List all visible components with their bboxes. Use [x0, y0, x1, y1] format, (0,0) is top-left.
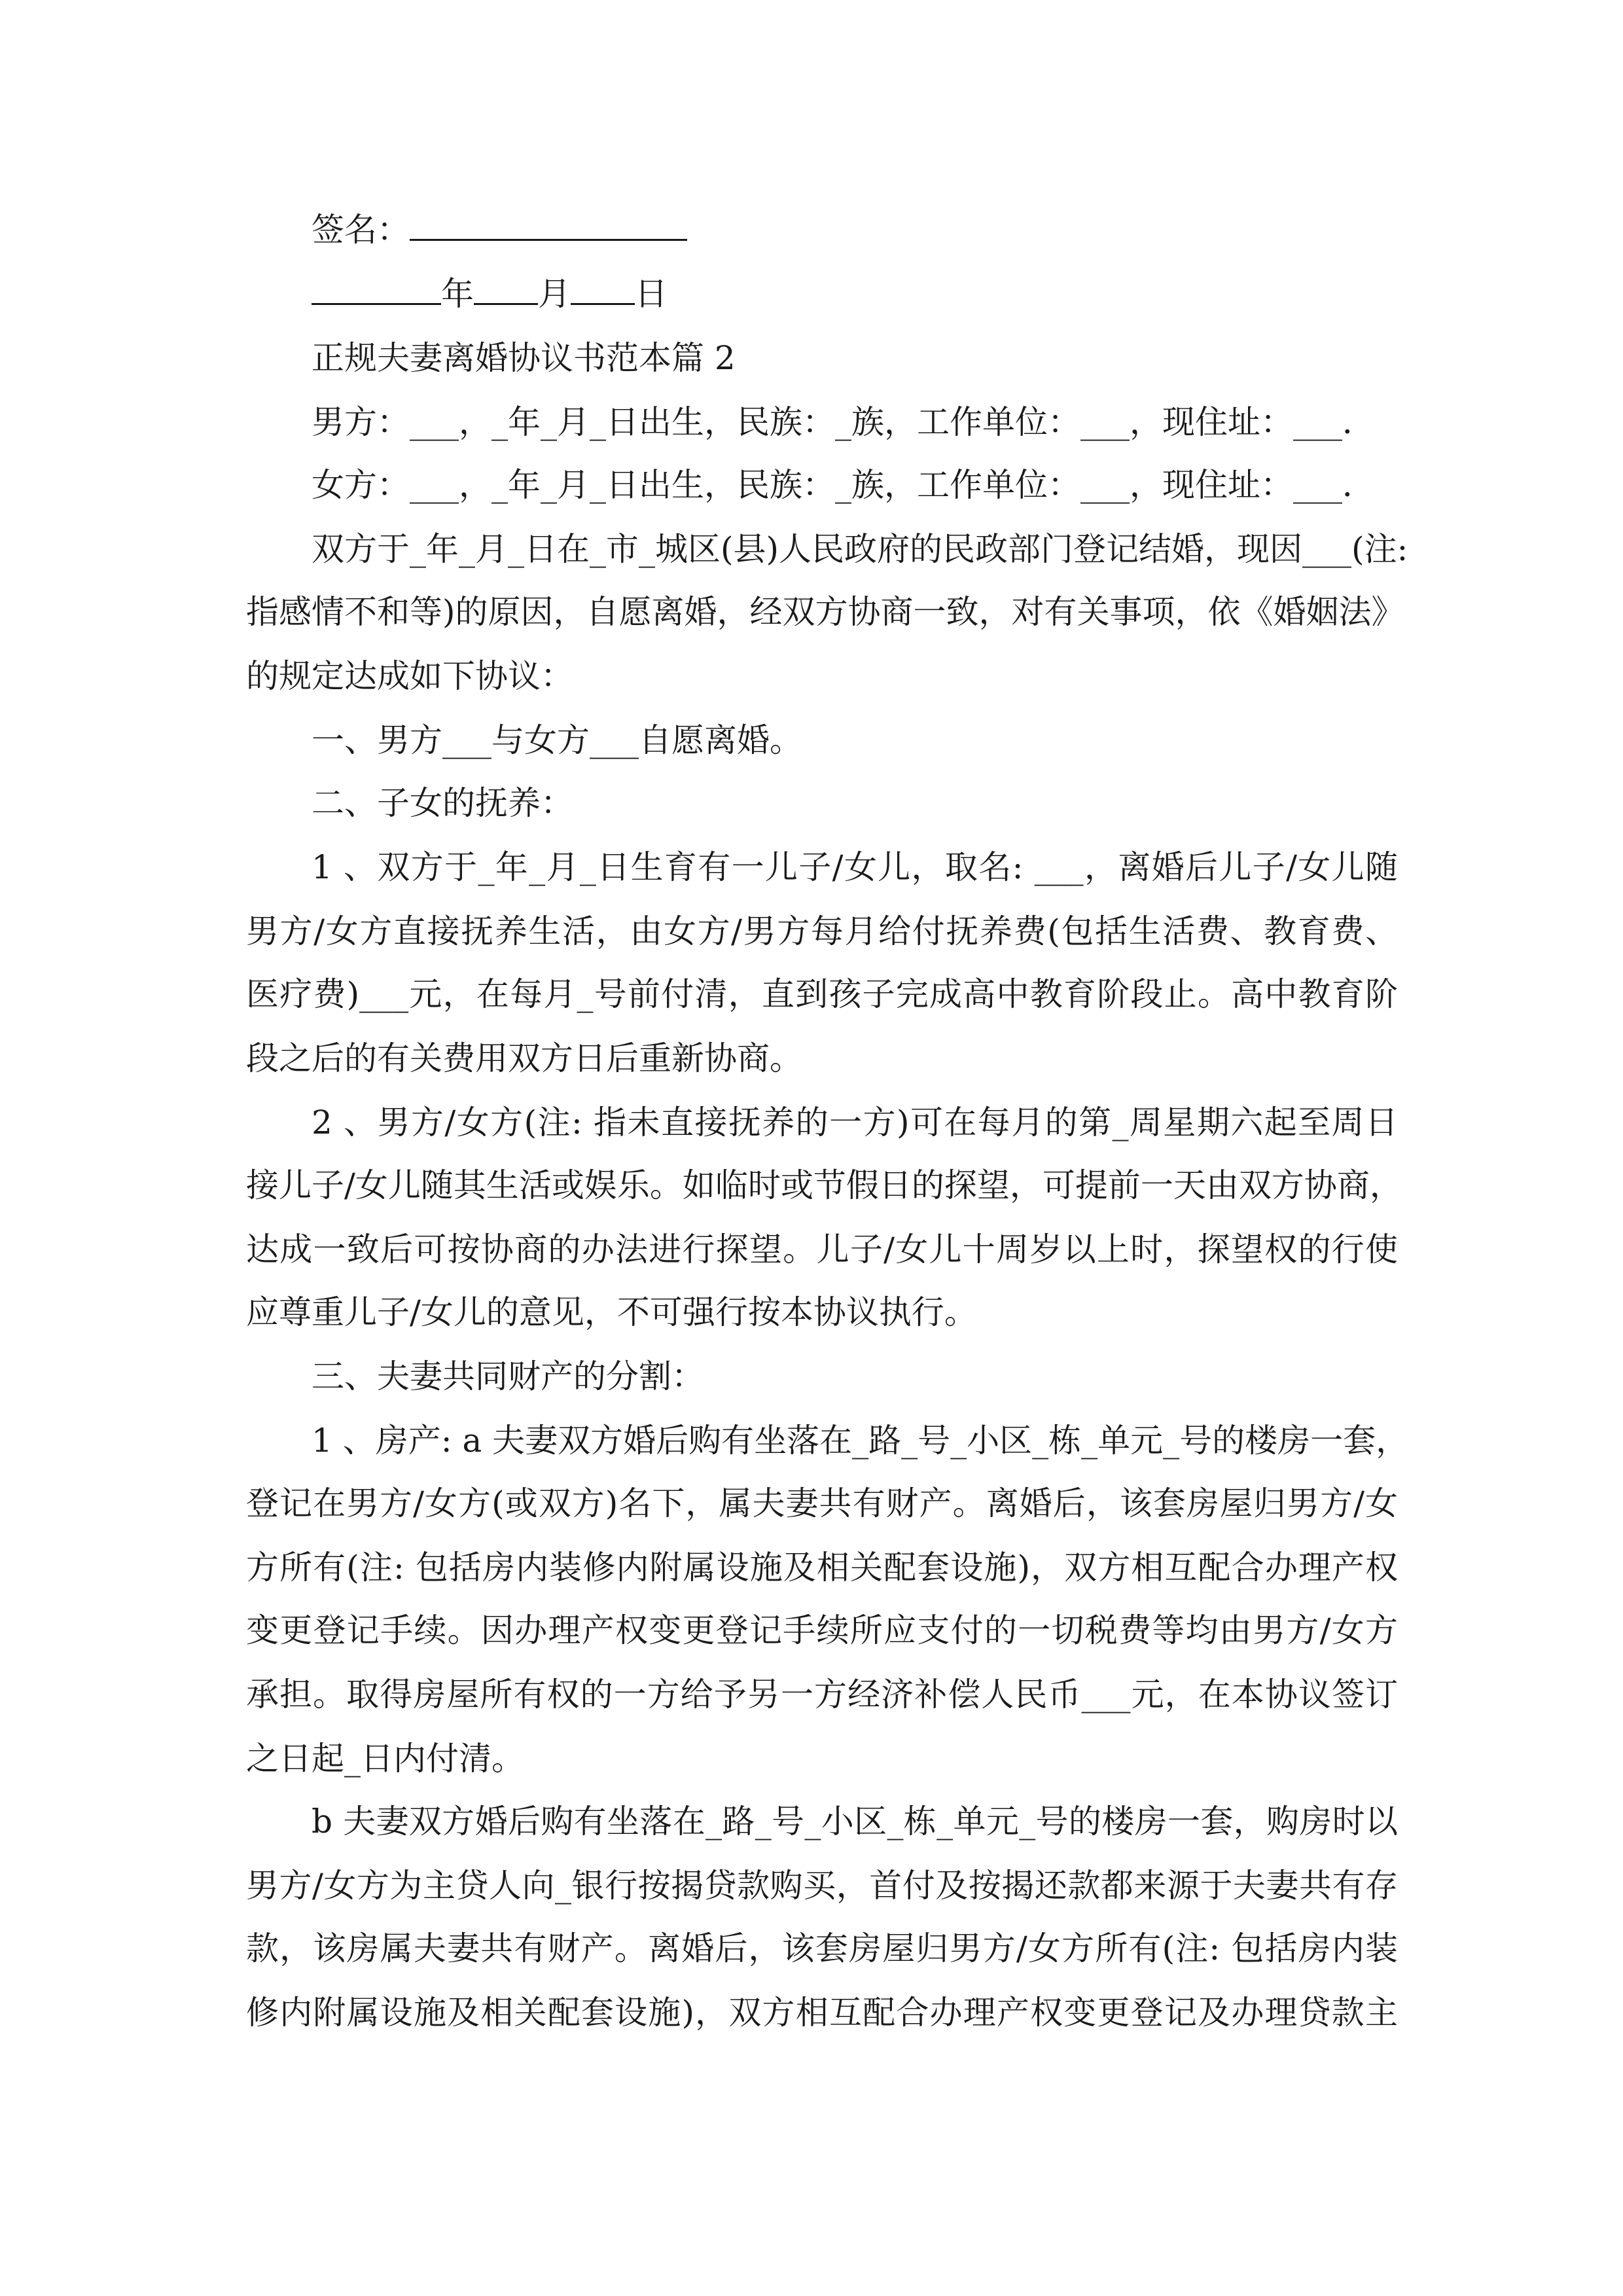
text-line: 应尊重儿子/女儿的意见，不可强行按本协议执行。 [246, 1293, 977, 1331]
text-line: 1 、双方于_年_月_日生育有一儿子/女儿，取名: ___，离婚后儿子/女儿随 [312, 848, 1398, 886]
text-line: 医疗费)___元，在每月_号前付清，直到孩子完成高中教育阶段止。高中教育阶 [246, 975, 1398, 1013]
date-year-label: 年 [441, 275, 474, 313]
date-year-blank [312, 277, 441, 305]
text-line: 方所有(注: 包括房内装修内附属设施及相关配套设施)，双方相互配合办理产权 [246, 1549, 1398, 1587]
text-line: b 夫妻双方婚后购有坐落在_路_号_小区_栋_单元_号的楼房一套，购房时以 [312, 1803, 1398, 1840]
section-title: 正规夫妻离婚协议书范本篇 2 [312, 339, 736, 377]
text-line: 三、夫妻共同财产的分割： [312, 1357, 704, 1395]
text-line: 承担。取得房屋所有权的一方给予另一方经济补偿人民币___元，在本协议签订 [246, 1676, 1398, 1713]
text-line: 的规定达成如下协议： [246, 657, 573, 695]
text-line: 男方/女方为主贷人向_银行按揭贷款购买，首付及按揭还款都来源于夫妻共有存 [246, 1867, 1398, 1905]
text-line: 指感情不和等)的原因，自愿离婚，经双方协商一致，对有关事项，依《婚姻法》 [246, 593, 1404, 631]
party-male: 男方：___，_年_月_日出生，民族：_族，工作单位：___，现住址：___． [312, 403, 1375, 441]
date-month-label: 月 [538, 275, 571, 313]
text-line: 一、男方___与女方___自愿离婚。 [312, 721, 802, 759]
date-day-label: 日 [635, 275, 668, 313]
text-line: 段之后的有关费用双方日后重新协商。 [246, 1039, 802, 1077]
date-month-blank [474, 277, 538, 305]
text-line: 修内附属设施及相关配套设施)，双方相互配合办理产权变更登记及办理贷款主 [246, 1994, 1398, 2032]
text-line: 男方/女方直接抚养生活，由女方/男方每月给付抚养费(包括生活费、教育费、 [246, 912, 1398, 950]
text-line: 之日起_日内付清。 [246, 1740, 524, 1778]
date-day-blank [571, 277, 635, 305]
text-line: 双方于_年_月_日在_市_城区(县)人民政府的民政部门登记结婚，现因___(注: [312, 530, 1408, 568]
date-line [312, 262, 1398, 326]
text-line: 1 、房产: a 夫妻双方婚后购有坐落在_路_号_小区_栋_单元_号的楼房一套， [312, 1422, 1409, 1460]
text-line: 达成一致后可按协商的办法进行探望。儿子/女儿十周岁以上时，探望权的行使 [246, 1230, 1398, 1268]
text-line: 二、子女的抚养： [312, 784, 573, 822]
party-female: 女方：___，_年_月_日出生，民族：_族，工作单位：___，现住址：___． [312, 466, 1375, 504]
signature-label: 签名： [312, 211, 410, 249]
text-line: 登记在男方/女方(或双方)名下，属夫妻共有财产。离婚后，该套房屋归男方/女 [246, 1484, 1398, 1522]
signature-line [312, 198, 1398, 262]
signature-blank [410, 213, 687, 241]
text-line: 2 、男方/女方(注: 指未直接抚养的一方)可在每月的第_周星期六起至周日 [312, 1103, 1398, 1141]
text-line: 变更登记手续。因办理产权变更登记手续所应支付的一切税费等均由男方/女方 [246, 1611, 1398, 1649]
text-line: 接儿子/女儿随其生活或娱乐。如临时或节假日的探望，可提前一天由双方协商， [246, 1166, 1402, 1204]
text-line: 款，该房属夫妻共有财产。离婚后，该套房屋归男方/女方所有(注: 包括房内装 [246, 1929, 1398, 1967]
